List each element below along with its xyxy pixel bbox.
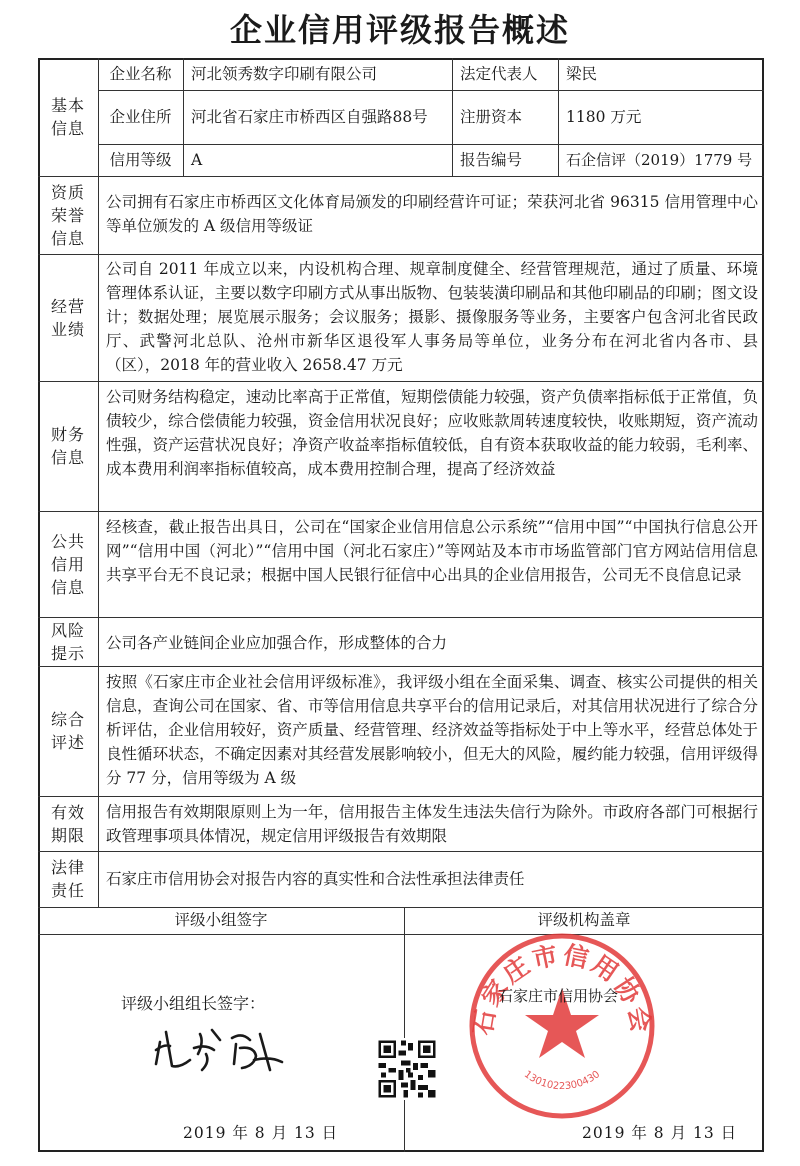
section-text-summary: 按照《石家庄市企业社会信用评级标准》，我评级小组在全面采集、调查、核实公司提供的相关信息，查询公司在国家、省、市等信用信息共享平台的信用记录后，对其信用状况进行了综合分析评估，企业信用较好，资产质量、经营管理、经济效益等指标处于中上等水平，经营总体处于良性循环状态，不确定因素对其经营发展影响较小，但无大的风险，履约能力较强，信用评级得分 77 分，信用等级为 A 级 <box>106 673 758 787</box>
section-label-legal: 法律责任 <box>50 858 85 900</box>
section-text-public-credit: 经核查，截止报告出具日，公司在“国家企业信用信息公示系统”“信用中国”“中国执行信息公开网”“信用中国（河北）”“信用中国（河北石家庄）”等网站及本市市场监管部门官方网站信用信息共享平台无不良记录；根据中国人民银行征信中心出具的企业信用报告，公司无不良信息记录 <box>106 518 758 584</box>
field-value-address: 河北省石家庄市桥西区自强路88号 <box>191 107 428 126</box>
section-text-legal: 石家庄市信用协会对报告内容的真实性和合法性承担法律责任 <box>106 870 525 888</box>
field-label-company-name: 企业名称 <box>109 64 172 83</box>
qr-code-icon <box>376 1038 438 1100</box>
section-text-finance: 公司财务结构稳定，速动比率高于正常值，短期偿债能力较强，资产负债率指标低于正常值，负债较少，综合偿债能力较强，资金信用状况良好；应收账款周转速度较快，收账期短，资产流动性强，资产运营状况良好；净资产收益率指标值较低，自有资本获取收益的能力较弱，毛利率、成本费用利润率指标值较高，成本费用控制合理，提高了经济效益 <box>106 388 758 478</box>
field-value-company-name: 河北领秀数字印刷有限公司 <box>191 64 378 83</box>
field-value-capital: 1180 万元 <box>566 107 642 126</box>
section-label-risk: 风险提示 <box>50 620 85 663</box>
field-label-capital: 注册资本 <box>460 107 523 126</box>
section-text-performance: 公司自 2011 年成立以来，内设机构合理、规章制度健全、经营管理规范，通过了质量、环境管理体系认证，主要以数字印刷方式从事出版物、包装装潢印刷品和其他印刷品的印刷；图文设计；数据处理；展览展示服务；会议服务；摄影、摄像服务等业务，主要客户包含河北省民政厅、武警河北总队、沧州市新华区退役军人事务局等单位，业务分布在河北省内各市、县（区），2018 年的营业收入 2658.47 万元 <box>106 260 758 374</box>
seal-org-text: 石家庄市信用协会 <box>467 940 657 1038</box>
signature-header-agency: 评级机构盖章 <box>537 911 631 929</box>
section-text-validity: 信用报告有效期限原则上为一年，信用报告主体发生违法失信行为除外。市政府各部门可根据行政管理事项具体情况，规定信用评级报告有效期限 <box>106 803 758 845</box>
row-divider <box>38 796 764 797</box>
field-value-credit-grade: A <box>191 150 203 169</box>
row-divider <box>38 851 764 852</box>
section-label-qualification: 资质荣誉信息 <box>50 182 85 248</box>
seal-number-text: 1301022300430 <box>521 1068 603 1093</box>
row-divider <box>38 254 764 255</box>
section-label-summary: 综合评述 <box>50 710 85 752</box>
section-text-qualification: 公司拥有石家庄市桥西区文化体育局颁发的印刷经营许可证；荣获河北省 96315 信用管理中心等单位颁发的 A 级信用等级证 <box>106 193 758 235</box>
row-divider <box>38 617 764 618</box>
section-label-performance: 经营业绩 <box>50 296 85 339</box>
field-label-legal-rep: 法定代表人 <box>460 64 538 83</box>
handwritten-signature <box>150 1020 290 1075</box>
field-label-address: 企业住所 <box>109 107 172 126</box>
left-sign-date: 2019 年 8 月 13 日 <box>183 1124 339 1142</box>
field-value-legal-rep: 梁民 <box>566 64 598 83</box>
field-label-report-no: 报告编号 <box>460 150 523 169</box>
row-divider <box>38 511 764 512</box>
section-label-finance: 财务信息 <box>50 425 85 467</box>
right-sign-date: 2019 年 8 月 13 日 <box>582 1124 738 1142</box>
row-divider <box>38 907 764 908</box>
section-label-validity: 有效期限 <box>50 802 85 845</box>
agency-name: 石家庄市信用协会 <box>497 987 618 1005</box>
section-label-public-credit: 公共信用信息 <box>50 531 85 597</box>
section-label-basic: 基本信息 <box>50 96 85 138</box>
row-divider <box>38 381 764 382</box>
svg-text:1301022300430 <box>522 1069 602 1092</box>
row-divider <box>38 666 764 667</box>
field-label-credit-grade: 信用等级 <box>109 150 172 169</box>
report-title: 企业信用评级报告概述 <box>229 11 570 49</box>
leader-signature-label: 评级小组组长签字： <box>121 994 266 1013</box>
official-seal-icon <box>466 930 658 1122</box>
section-text-risk: 公司各产业链间企业应加强合作，形成整体的合力 <box>106 634 448 652</box>
row-divider <box>38 176 764 177</box>
field-value-report-no: 石企信评（2019）1779 号 <box>566 150 753 169</box>
signature-header-group: 评级小组签字 <box>174 911 268 929</box>
column-divider <box>404 907 405 1152</box>
